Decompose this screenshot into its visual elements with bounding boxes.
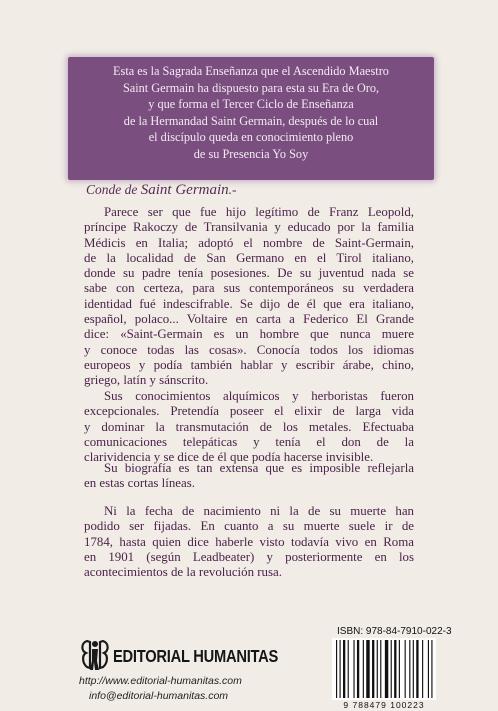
paragraph-biography-length xyxy=(84,461,414,492)
text-line: 1784, hasta quien dice haberle visto todavía vivo en Roma xyxy=(84,534,414,549)
publisher-logo-icon xyxy=(78,637,112,673)
section-title-name: Saint Germain xyxy=(140,182,229,198)
section-title-prefix: Conde de xyxy=(86,182,141,197)
intro-line: y que forma el Tercer Ciclo de Enseñanza xyxy=(148,97,354,112)
publisher-name: EDITORIAL HUMANITAS xyxy=(113,646,279,666)
section-title xyxy=(86,182,237,199)
publisher-website[interactable]: http://www.editorial-humanitas.com xyxy=(79,675,242,687)
intro-line: de su Presencia Yo Soy xyxy=(193,146,309,161)
paragraph-dates xyxy=(84,504,414,580)
text-line: clarividencia y se dice de él que podía hacerse invisible. xyxy=(84,450,374,465)
text-line: y conoce todas las cosas». Conocía todos los idiomas xyxy=(84,342,414,357)
text-line: y dominar la transmutación de los metales. Efectuaba xyxy=(84,419,414,434)
intro-line: de la Hermandad Saint Germain, después de lo cual xyxy=(123,113,379,128)
paragraph-biography xyxy=(84,205,414,389)
intro-line: el discípulo queda en conocimiento pleno xyxy=(148,130,354,145)
paragraph-alchemy xyxy=(84,389,414,465)
text-line: en 1901 (según Leadbeater) y posteriormente en los xyxy=(84,549,414,564)
intro-line: Saint Germain ha dispuesto para esta su Era de Oro, xyxy=(122,80,380,95)
text-line: sabe con certeza, para sus contemporáneos su verdadera xyxy=(84,281,414,296)
text-line: de la localidad de San Germano en el Tirol italiano, xyxy=(84,250,414,265)
text-line: identidad fué indescifrable. Se dijo de él que era italiano, xyxy=(84,296,414,311)
text-line: español, polaco... Voltaire en carta a Federico El Grande xyxy=(84,312,414,327)
intro-box xyxy=(68,57,434,180)
text-line: podido ser fijadas. En cuanto a su muerte suele ir de xyxy=(84,519,414,534)
barcode-digits: 9 788479 100223 xyxy=(343,700,425,710)
text-line: dice: «Saint-Germain es un hombre que nunca muere xyxy=(84,327,414,342)
text-line: griego, latín y sánscrito. xyxy=(84,373,209,388)
text-line: Sus conocimientos alquímicos y herboristas fueron xyxy=(104,389,414,403)
isbn-label: ISBN: 978-84-7910-022-3 xyxy=(337,626,452,637)
section-title-suffix: .- xyxy=(228,182,237,197)
text-line: Ni la fecha de nacimiento ni la de su muerte han xyxy=(104,504,414,518)
barcode xyxy=(332,638,436,700)
text-line: acontecimientos de la revolución rusa. xyxy=(84,565,282,580)
text-line: donde su padre tenía posesiones. De su juventud nada se xyxy=(84,266,414,281)
text-line: excepcionales. Pretendía poseer el elixir de larga vida xyxy=(84,404,414,419)
text-line: en estas cortas líneas. xyxy=(84,476,195,491)
text-line: comunicaciones telepáticas y tenía el don de la xyxy=(84,434,414,449)
text-line: Parece ser que fue hijo legítimo de Franz Leopold, xyxy=(104,205,414,219)
text-line: príncipe Rakoczy de Transilvania y educado por la familia xyxy=(84,220,414,235)
intro-line: Esta es la Sagrada Enseñanza que el Ascendido Maestro xyxy=(113,64,389,78)
text-line: Médicis en Italia; adoptó el nombre de Saint-Germain, xyxy=(84,235,414,250)
publisher-email[interactable]: info@editorial-humanitas.com xyxy=(89,690,229,702)
text-line: Su biografía es tan extensa que es imposible reflejarla xyxy=(104,461,414,475)
barcode-bars xyxy=(332,638,436,700)
text-line: europeos y podía también hablar y escribir árabe, chino, xyxy=(84,357,414,372)
